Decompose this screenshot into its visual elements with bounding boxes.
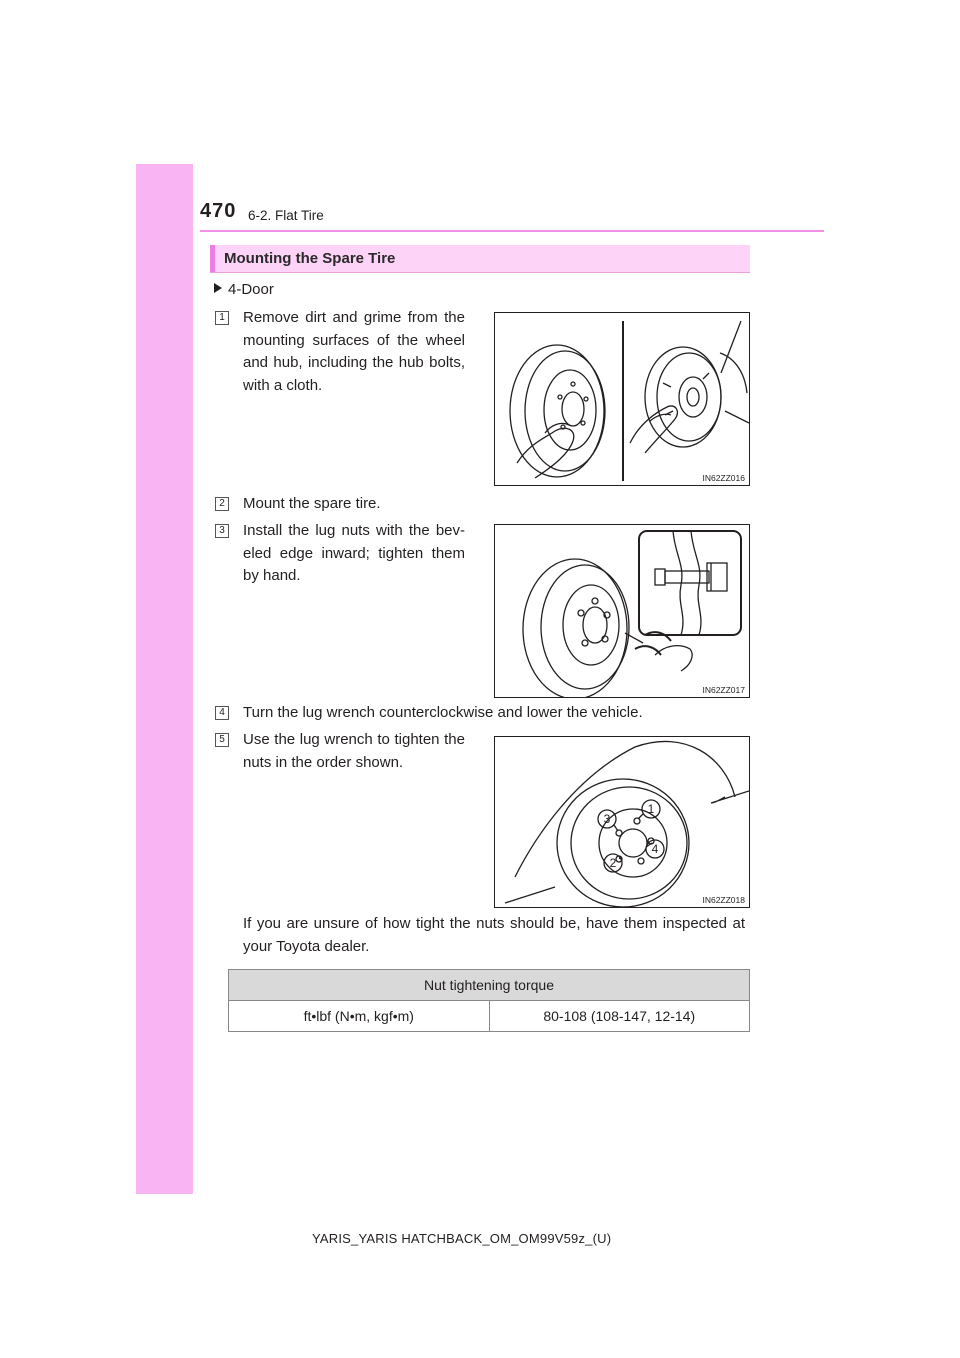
step-number-badge: 5 bbox=[215, 733, 229, 747]
step-text: Turn the lug wrench counterclockwise and lower the vehicle. bbox=[243, 704, 643, 721]
header-rule bbox=[200, 230, 824, 232]
figure-code: IN62ZZ016 bbox=[702, 473, 745, 483]
table-row bbox=[229, 1001, 750, 1032]
install-lug-nut-illustration bbox=[495, 525, 749, 697]
variant-text: 4-Door bbox=[228, 281, 274, 298]
step-text: Install the lug nuts with the bev-eled edge inward; tighten them by hand. bbox=[243, 522, 465, 584]
figure-code: IN62ZZ017 bbox=[702, 685, 745, 695]
step-text: Use the lug wrench to tighten the nuts in the order shown. bbox=[243, 731, 465, 771]
figure-code: IN62ZZ018 bbox=[702, 895, 745, 905]
page-number: 470 bbox=[200, 200, 237, 222]
step-number-badge: 1 bbox=[215, 311, 229, 325]
order-label: 3 bbox=[603, 812, 611, 826]
order-label: 4 bbox=[651, 842, 659, 856]
order-label: 1 bbox=[647, 802, 655, 816]
step-number-badge: 2 bbox=[215, 497, 229, 511]
wipe-wheel-and-hub-illustration bbox=[495, 313, 749, 485]
section-title: 6-2. Flat Tire bbox=[248, 208, 324, 223]
section-heading: Mounting the Spare Tire bbox=[224, 250, 396, 267]
figure-wipe-wheel-and-hub bbox=[494, 312, 750, 486]
table-cell-unit: ft•lbf (N•m, kgf•m) bbox=[229, 1001, 490, 1032]
chapter-tab-sidebar bbox=[136, 164, 193, 1194]
section-heading-bar bbox=[210, 245, 750, 273]
torque-note: If you are unsure of how tight the nuts should be, have them inspected at your Toyota dealer. bbox=[243, 915, 745, 955]
figure-install-lug-nuts bbox=[494, 524, 750, 698]
step-text: Mount the spare tire. bbox=[243, 495, 381, 512]
figure-tightening-order bbox=[494, 736, 750, 908]
heading-accent bbox=[210, 245, 215, 272]
torque-table bbox=[228, 969, 750, 1032]
step-number-badge: 4 bbox=[215, 706, 229, 720]
table-header: Nut tightening torque bbox=[229, 970, 750, 1001]
step-number-badge: 3 bbox=[215, 524, 229, 538]
footer-doc-id: YARIS_YARIS HATCHBACK_OM_OM99V59z_(U) bbox=[312, 1231, 612, 1246]
tightening-order-illustration bbox=[495, 737, 749, 907]
variant-label bbox=[214, 281, 274, 298]
table-cell-value: 80-108 (108-147, 12-14) bbox=[489, 1001, 750, 1032]
order-label: 2 bbox=[609, 856, 617, 870]
step-text: Remove dirt and grime from the mounting surfaces of the wheel and hub, including the hub bolts, with a cloth. bbox=[243, 309, 465, 394]
triangle-arrow-icon bbox=[214, 283, 222, 293]
